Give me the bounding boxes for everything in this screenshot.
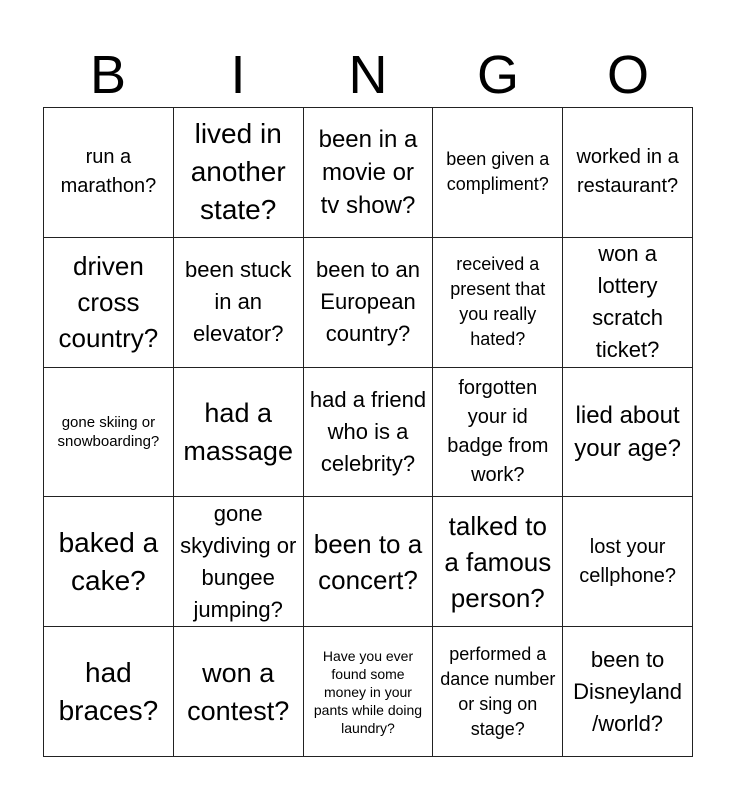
cell-text: been given a compliment? <box>446 149 550 195</box>
bingo-cell[interactable] <box>174 368 304 498</box>
cell-text: been to an European country? <box>316 257 420 347</box>
bingo-cell[interactable] <box>44 627 174 757</box>
cell-text: performed a dance number or sing on stage? <box>440 643 556 739</box>
cell-text: talked to a famous person? <box>444 510 552 613</box>
bingo-cell[interactable] <box>304 368 434 498</box>
cell-text: driven cross country? <box>58 251 159 354</box>
cell-text: had a massage <box>183 397 293 466</box>
bingo-cell[interactable] <box>433 627 563 757</box>
bingo-cell[interactable] <box>304 108 434 238</box>
cell-text: forgotten your id badge from work? <box>447 376 549 486</box>
bingo-cell[interactable] <box>563 627 693 757</box>
bingo-header <box>43 44 693 106</box>
cell-text: been stuck in an elevator? <box>184 257 292 347</box>
bingo-cell[interactable] <box>174 108 304 238</box>
cell-text: gone skiing or snowboarding? <box>57 413 160 450</box>
cell-text: run a marathon? <box>60 146 157 198</box>
cell-text: won a lottery scratch ticket? <box>592 241 664 363</box>
bingo-cell[interactable] <box>304 497 434 627</box>
cell-text: worked in a restaurant? <box>576 146 679 198</box>
bingo-cell[interactable] <box>44 497 174 627</box>
bingo-cell[interactable] <box>433 108 563 238</box>
cell-text: baked a cake? <box>58 526 159 596</box>
bingo-grid <box>43 107 693 757</box>
header-letter-n: N <box>348 45 388 105</box>
cell-text: been to Disneyland /world? <box>573 646 683 736</box>
bingo-cell[interactable] <box>304 627 434 757</box>
bingo-cell[interactable] <box>433 497 563 627</box>
header-letter-b: B <box>89 45 127 105</box>
cell-text: lived in another state? <box>190 118 286 226</box>
cell-text: Have you ever found some money in your pants while doing laundry? <box>313 647 423 736</box>
bingo-cell[interactable] <box>174 627 304 757</box>
cell-text: had a friend who is a celebrity? <box>309 386 427 476</box>
bingo-cell[interactable] <box>44 238 174 368</box>
cell-text: gone skydiving or bungee jumping? <box>180 500 297 622</box>
bingo-cell[interactable] <box>174 497 304 627</box>
bingo-cell[interactable] <box>563 368 693 498</box>
cell-text: won a contest? <box>187 657 290 726</box>
bingo-cell[interactable] <box>563 238 693 368</box>
cell-text: lost your cellphone? <box>579 535 676 587</box>
bingo-cell[interactable] <box>433 368 563 498</box>
cell-text: been to a concert? <box>313 528 423 595</box>
bingo-cell[interactable] <box>563 497 693 627</box>
bingo-cell[interactable] <box>433 238 563 368</box>
bingo-cell[interactable] <box>44 108 174 238</box>
header-letter-g: G <box>476 45 519 105</box>
header-letter-o: O <box>606 45 649 105</box>
bingo-cell[interactable] <box>304 238 434 368</box>
bingo-cell[interactable] <box>174 238 304 368</box>
cell-text: lied about your age? <box>574 401 681 462</box>
header-letter-i: I <box>230 45 246 105</box>
bingo-cell[interactable] <box>44 368 174 498</box>
bingo-cell[interactable] <box>563 108 693 238</box>
cell-text: been in a movie or tv show? <box>318 125 418 219</box>
cell-text: had braces? <box>58 656 159 726</box>
cell-text: received a present that you really hated? <box>450 254 546 350</box>
